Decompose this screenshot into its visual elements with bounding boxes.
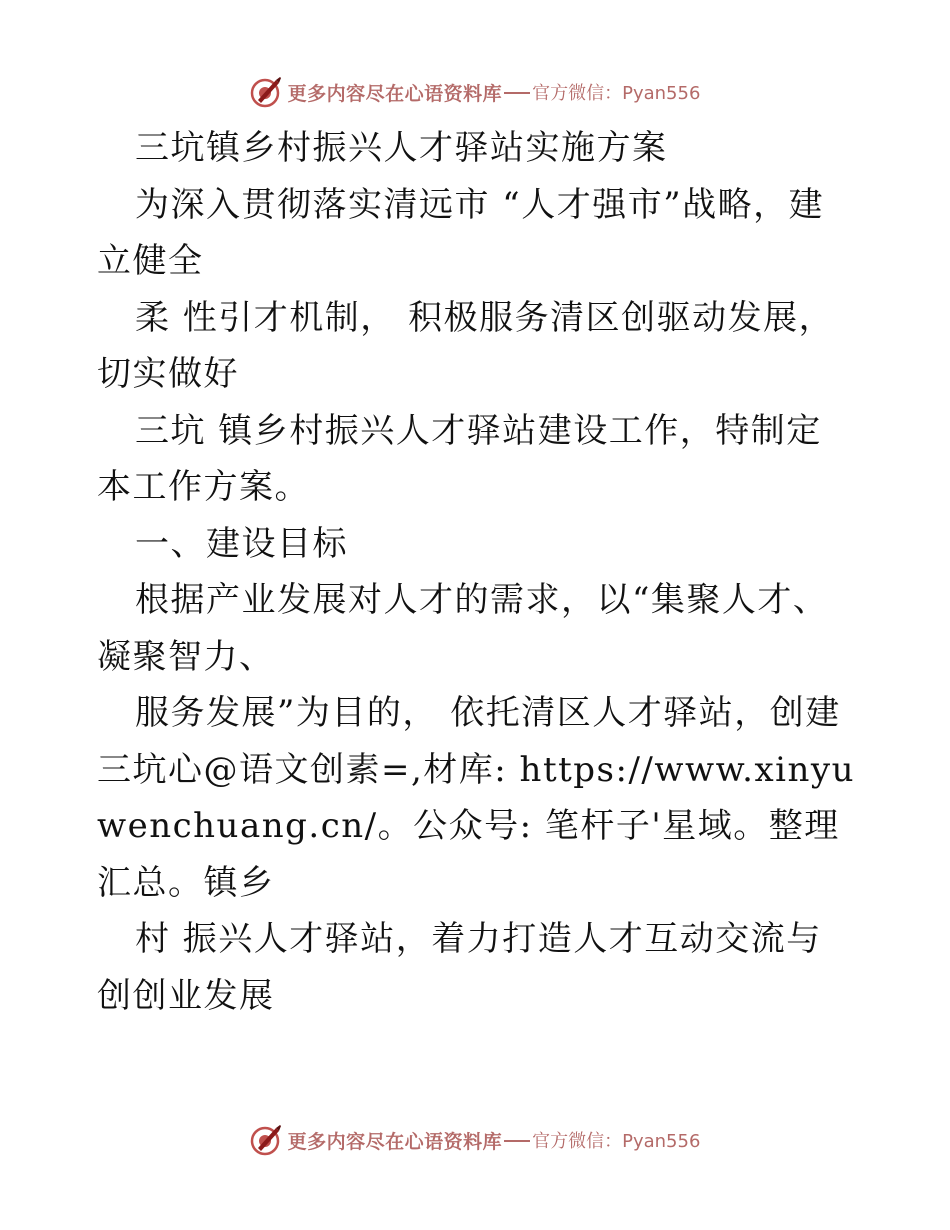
paragraph-5: 根据产业发展对人才的需求，以“集聚人才、凝聚智力、 [97, 580, 829, 677]
watermark-sub-text: 官方微信：Pyan556 [532, 1131, 701, 1152]
watermark-main-text: 更多内容尽在心语资料库 [287, 82, 503, 105]
watermark-footer [0, 1120, 950, 1160]
watermark-main-text: 更多内容尽在心语资料库 [287, 1130, 503, 1153]
paragraph-6: 服务发展”为目的， 依托清区人才驿站，创建三坑心@语文创素=,材库: https://www.xinyuwenchuang.cn/。公众号: 笔杆子'星域。整理汇总。镇乡 [97, 693, 855, 903]
pen-logo-icon [250, 1124, 282, 1156]
paragraph-2: 柔 性引才机制， 积极服务清区创驱动发展，切实做好 [97, 297, 835, 394]
document-title: 三坑镇乡村振兴人才驿站实施方案 [135, 128, 668, 168]
watermark-header [0, 72, 950, 112]
watermark-sub-text: 官方微信：Pyan556 [532, 83, 701, 104]
paragraph-7: 村 振兴人才驿站，着力打造人才互动交流与创创业发展 [97, 919, 822, 1016]
watermark-dash [504, 1140, 530, 1142]
document-body [97, 120, 857, 1024]
pen-logo-icon [250, 76, 282, 108]
paragraph-1: 为深入贯彻落实清远市 “人才强市”战略，建立健全 [97, 184, 825, 281]
section-heading: 一、建设目标 [135, 523, 348, 564]
watermark-dash [504, 92, 530, 94]
paragraph-3: 三坑 镇乡村振兴人才驿站建设工作，特制定本工作方案。 [97, 410, 822, 507]
